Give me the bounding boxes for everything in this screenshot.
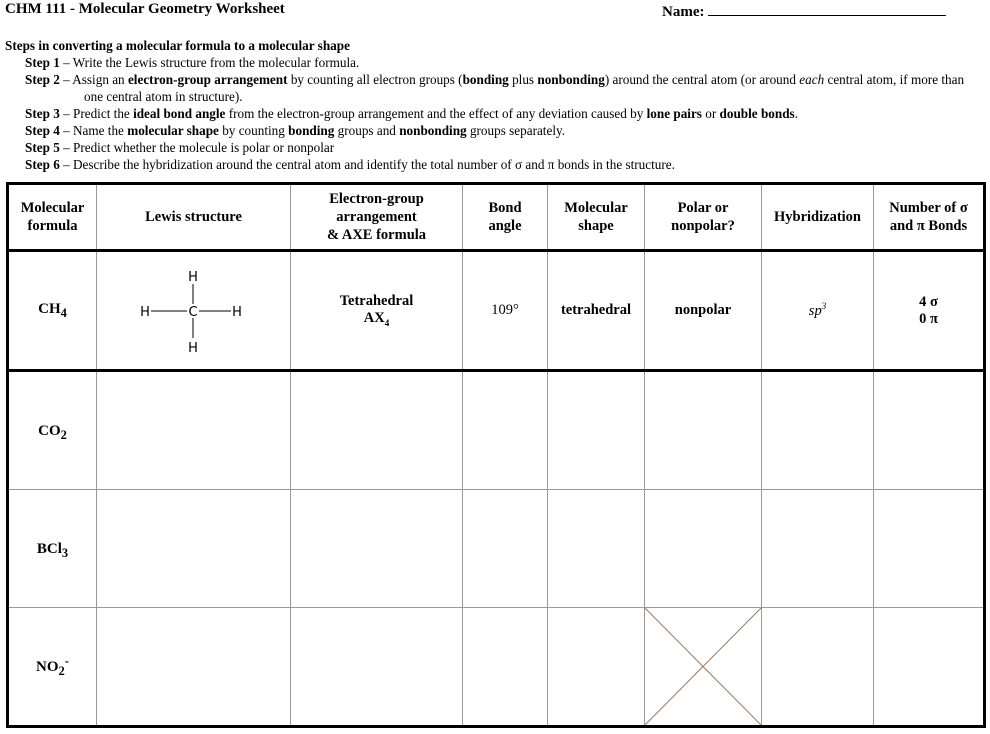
answer-cell[interactable]	[548, 490, 645, 608]
geometry-table	[6, 182, 986, 728]
column-header: Bond angle	[463, 184, 548, 251]
ch4-arrangement: Tetrahedral $AX_4$	[291, 251, 463, 371]
ch4-formula: $CH_4$	[8, 251, 97, 371]
answer-cell[interactable]	[762, 490, 874, 608]
steps-list	[5, 54, 984, 173]
step-2: Step 2 – Assign an electron-group arrangement by counting all electron groups (bonding plus nonbonding) around the central atom (or around each central atom, if more than one central atom in structure).	[25, 72, 965, 104]
step-1: Step 1 – Write the Lewis structure from the molecular formula.	[25, 55, 360, 70]
lewis-atom-top: H	[187, 269, 198, 285]
answer-cell[interactable]	[97, 490, 291, 608]
column-header: Electron-group arrangement & AXE formula	[291, 184, 463, 251]
step-label: Step 1	[25, 55, 60, 70]
answer-cell[interactable]	[874, 608, 985, 727]
steps-section	[5, 37, 984, 173]
step-5: Step 5 – Predict whether the molecule is polar or nonpolar	[25, 140, 335, 155]
answer-cell[interactable]	[645, 490, 762, 608]
crossed-out-cell	[645, 608, 762, 727]
step-label: Step 2	[25, 72, 60, 87]
column-header: Molecular shape	[548, 184, 645, 251]
answer-cell[interactable]	[762, 608, 874, 727]
table-row	[8, 608, 985, 727]
step-4: Step 4 – Name the molecular shape by counting bonding groups and nonbonding groups separately.	[25, 123, 566, 138]
name-field[interactable]	[662, 1, 946, 21]
lewis-atom-right: H	[231, 304, 242, 320]
step-3: Step 3 – Predict the ideal bond angle from the electron-group arrangement and the effect of any deviation caused by lone pairs or double bonds.	[25, 106, 798, 121]
step-label: Step 6	[25, 157, 60, 172]
steps-title: Steps in converting a molecular formula to a molecular shape	[5, 38, 350, 53]
step-label: Step 5	[25, 140, 60, 155]
step-label: Step 3	[25, 106, 60, 121]
answer-cell[interactable]	[874, 371, 985, 490]
ch4-lewis-diagram	[139, 266, 249, 356]
ch4-bond-angle: 109°	[463, 251, 548, 371]
answer-cell[interactable]	[548, 371, 645, 490]
cross-mark	[645, 608, 761, 725]
row-formula: $CO_2$	[8, 371, 97, 490]
answer-cell[interactable]	[97, 608, 291, 727]
column-header: Number of σ and π Bonds	[874, 184, 985, 251]
table-row	[8, 490, 985, 608]
column-header: Hybridization	[762, 184, 874, 251]
answer-cell[interactable]	[874, 490, 985, 608]
ch4-hybridization: $sp^3$	[762, 251, 874, 371]
worksheet-title: CHM 111 - Molecular Geometry Worksheet	[5, 1, 285, 17]
ch4-lewis-structure	[97, 251, 291, 371]
answer-cell[interactable]	[291, 371, 463, 490]
step-6: Step 6 – Describe the hybridization around the central atom and identify the total number of σ and π bonds in the structure.	[25, 157, 675, 172]
answer-cell[interactable]	[645, 371, 762, 490]
answer-cell[interactable]	[97, 371, 291, 490]
answer-cell[interactable]	[548, 608, 645, 727]
worksheet-header	[5, 1, 950, 23]
column-header: Polar or nonpolar?	[645, 184, 762, 251]
answer-cell[interactable]	[463, 490, 548, 608]
example-row-ch4	[8, 251, 985, 371]
name-blank-line[interactable]	[708, 1, 946, 16]
name-label: Name:	[662, 4, 705, 20]
step-label: Step 4	[25, 123, 60, 138]
lewis-atom-bottom: H	[187, 340, 198, 356]
answer-cell[interactable]	[291, 490, 463, 608]
answer-cell[interactable]	[291, 608, 463, 727]
ch4-polarity: nonpolar	[645, 251, 762, 371]
lewis-atom-left: H	[139, 304, 150, 320]
answer-cell[interactable]	[463, 608, 548, 727]
answer-cell[interactable]	[762, 371, 874, 490]
ch4-bond-count: 4 σ 0 π	[874, 251, 985, 371]
row-formula: BCl$_3$	[8, 490, 97, 608]
table-header-row	[8, 184, 985, 251]
lewis-atom-center: C	[187, 304, 198, 320]
table-row	[8, 371, 985, 490]
column-header: Molecular formula	[8, 184, 97, 251]
answer-cell[interactable]	[463, 371, 548, 490]
row-formula: $NO_2^-$	[8, 608, 97, 727]
ch4-shape: tetrahedral	[548, 251, 645, 371]
column-header: Lewis structure	[97, 184, 291, 251]
